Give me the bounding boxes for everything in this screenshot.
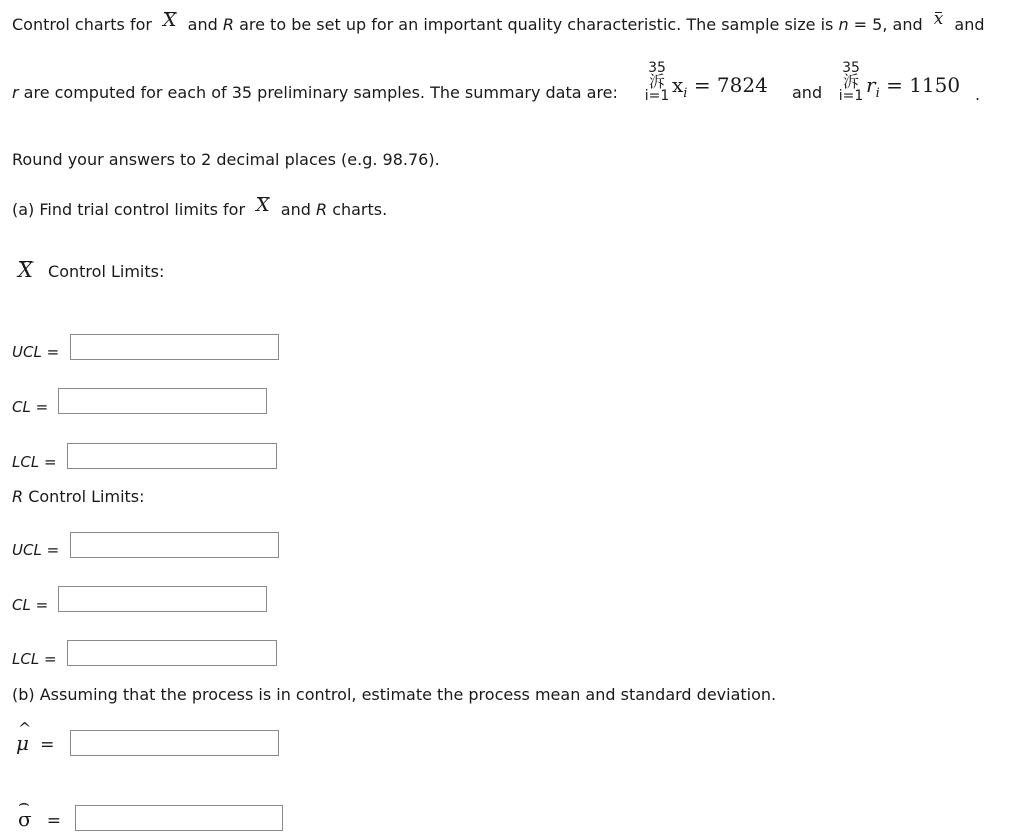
r-heading-R: R (12, 487, 24, 506)
intro-text-2: are to be set up for an important quality characteristic. The sample size is (239, 15, 834, 34)
sigma-hat-label (18, 807, 61, 831)
sum-r-symbol (834, 61, 868, 103)
intro-text-3: are computed for each of 35 preliminary samples. The summary data are: (23, 83, 618, 102)
intro-R: R (222, 15, 234, 34)
part-a-R: R (315, 200, 328, 219)
sum-r-value: = 1150 (886, 73, 961, 97)
sum-r-upper: 35 (842, 60, 860, 76)
sigma-hat-input[interactable] (75, 805, 283, 831)
sigma-icon: 泝 (842, 72, 859, 91)
xbar-cl-label: CL = (12, 398, 49, 416)
mu-eq: = (40, 735, 55, 755)
r-ucl-input[interactable] (70, 532, 279, 558)
xbar-ucl-input[interactable] (70, 334, 279, 360)
sigma-hat-symbol: ⌢ σ (18, 807, 32, 831)
mu-hat-input[interactable] (70, 730, 279, 756)
intro-r: r (12, 83, 19, 102)
part-a-tail: charts. (332, 200, 388, 219)
xbar-heading-text: Control Limits: (48, 262, 165, 281)
sum-r-lower: i=1 (838, 88, 864, 105)
sum-r-expression (866, 73, 960, 101)
intro-line-2 (12, 83, 618, 102)
part-a-prompt (12, 194, 388, 219)
sum-x-lower: i=1 (644, 88, 670, 105)
sum-period: . (975, 85, 981, 104)
intro-n: n (838, 15, 849, 34)
sigma-icon: 泝 (648, 72, 665, 91)
sum-mid-and: and (792, 83, 823, 102)
sigma-eq: = (46, 811, 61, 831)
sum-x-expression (672, 73, 768, 101)
part-b-prompt: (b) Assuming that the process is in control, estimate the process mean and standard deviation. (12, 685, 777, 704)
xbar-ucl-label: UCL = (12, 343, 60, 361)
xbar-control-limits-heading (18, 258, 165, 283)
intro-and: and (187, 15, 218, 34)
intro-text-1: Control charts for (12, 15, 152, 34)
xbar-symbol: X (256, 194, 270, 216)
sum-r-var: r (866, 73, 876, 97)
xbar-lcl-label: LCL = (12, 453, 57, 471)
mu-hat-label (16, 731, 54, 755)
xbar-symbol: X (163, 9, 177, 31)
r-control-limits-heading (12, 487, 145, 506)
xbar-symbol: X (18, 258, 33, 282)
mu-hat-symbol: ^ μ (16, 731, 29, 755)
sum-x-upper: 35 (648, 60, 666, 76)
r-ucl-label: UCL = (12, 541, 60, 559)
r-cl-input[interactable] (58, 586, 267, 612)
round-note: Round your answers to 2 decimal places (e.g. 98.76). (12, 150, 440, 169)
sum-x-var: x (672, 73, 684, 97)
r-heading-text: Control Limits: (28, 487, 145, 506)
xbar-cl-input[interactable] (58, 388, 267, 414)
sum-x-value: = 7824 (693, 73, 768, 97)
x-bar-lower-symbol: x (933, 9, 944, 29)
intro-n-eq: = 5, and (853, 15, 923, 34)
sum-r-sub: i (875, 86, 880, 101)
sum-x-sub: i (683, 86, 688, 101)
part-a-lead: (a) Find trial control limits for (12, 200, 246, 219)
intro-line-1 (12, 9, 985, 34)
part-a-mid: and (280, 200, 311, 219)
r-cl-label: CL = (12, 596, 49, 614)
intro-and-end: and (954, 15, 985, 34)
r-lcl-label: LCL = (12, 650, 57, 668)
xbar-lcl-input[interactable] (67, 443, 277, 469)
r-lcl-input[interactable] (67, 640, 277, 666)
sum-x-symbol (640, 61, 674, 103)
